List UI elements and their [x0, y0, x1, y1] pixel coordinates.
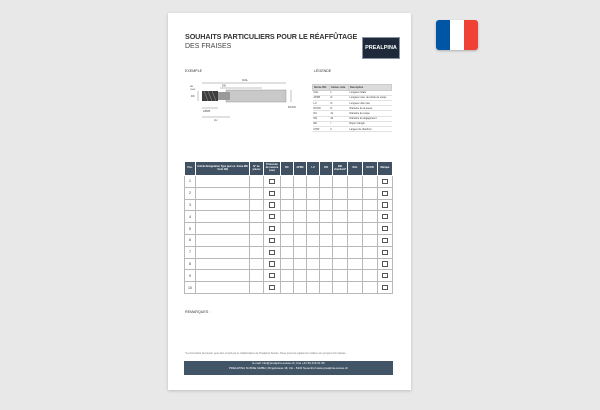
apmx-label: APMX	[203, 110, 211, 113]
protocol-checkbox[interactable]	[269, 214, 274, 219]
protocol-cell[interactable]	[264, 270, 281, 282]
input-cell[interactable]	[250, 258, 264, 270]
flag-red-stripe	[464, 20, 478, 50]
footnote: *Le formulaire de besoin peut être rempli par le collaborateur de Prealpina Suisse. Nous pouvons également utiliser vos propres formulaires.	[185, 352, 347, 355]
legend-old-code: d1	[329, 111, 348, 116]
mark-cell[interactable]	[378, 258, 393, 270]
input-cell[interactable]	[320, 282, 333, 294]
input-cell[interactable]	[294, 246, 307, 258]
table-row	[185, 199, 393, 211]
column-header: LU	[307, 162, 320, 176]
mark-checkbox[interactable]	[382, 202, 387, 207]
input-cell[interactable]	[294, 199, 307, 211]
page-subtitle: DES FRAISES	[185, 43, 232, 50]
legend-body	[313, 90, 392, 132]
mark-checkbox[interactable]	[382, 238, 387, 243]
protocol-cell[interactable]	[264, 223, 281, 235]
input-cell[interactable]	[363, 223, 378, 235]
input-cell[interactable]	[320, 187, 333, 199]
mark-checkbox[interactable]	[382, 226, 387, 231]
input-cell[interactable]	[307, 187, 320, 199]
input-cell[interactable]	[333, 211, 348, 223]
oal-label: OAL	[242, 78, 249, 82]
mark-cell[interactable]	[378, 176, 393, 188]
legend-old-code: d2	[329, 116, 348, 121]
cutter-shank	[226, 90, 286, 102]
table-row	[185, 246, 393, 258]
input-cell[interactable]	[333, 246, 348, 258]
mark-cell[interactable]	[378, 223, 393, 235]
footer-contact: E-mail: info@prealpina-suisse.ch, Fax +41 56 416 01 80	[252, 361, 325, 365]
input-cell[interactable]	[250, 199, 264, 211]
input-cell[interactable]	[348, 187, 363, 199]
chw-label: CHW	[190, 89, 196, 91]
legend-old-code: L	[329, 90, 348, 95]
input-cell[interactable]	[320, 176, 333, 188]
input-cell[interactable]	[294, 258, 307, 270]
legend-description: Diamètre de coupe	[349, 111, 392, 116]
input-cell[interactable]	[250, 223, 264, 235]
cutter-neck	[218, 92, 230, 100]
legend-iso-code: DC	[313, 111, 330, 116]
example-label: EXEMPLE	[185, 69, 202, 73]
position-cell: 8	[185, 258, 196, 270]
input-cell[interactable]	[320, 199, 333, 211]
legend-description: Rayon d'angle	[349, 121, 392, 126]
legend-iso-code: DCON	[313, 106, 330, 111]
flag-white-stripe	[450, 20, 464, 50]
legend-header-description: Description	[349, 85, 392, 91]
input-cell[interactable]	[250, 187, 264, 199]
input-cell[interactable]	[320, 270, 333, 282]
input-cell[interactable]	[333, 234, 348, 246]
table-header-row	[185, 162, 393, 176]
mark-cell[interactable]	[378, 211, 393, 223]
document-page	[168, 13, 411, 390]
table-row	[185, 270, 393, 282]
input-cell[interactable]	[250, 234, 264, 246]
input-cell[interactable]	[348, 211, 363, 223]
mark-cell[interactable]	[378, 234, 393, 246]
input-cell[interactable]	[281, 270, 294, 282]
protocol-checkbox[interactable]	[269, 179, 274, 184]
input-cell[interactable]	[333, 258, 348, 270]
legend-description: Longueur totale	[349, 90, 392, 95]
legend-label: LÉGENDE	[314, 69, 332, 73]
protocol-checkbox[interactable]	[269, 250, 274, 255]
input-cell[interactable]	[250, 211, 264, 223]
table-row	[185, 176, 393, 188]
column-header: DN	[320, 162, 333, 176]
mark-checkbox[interactable]	[382, 179, 387, 184]
protocol-cell[interactable]	[264, 282, 281, 294]
input-cell[interactable]	[363, 282, 378, 294]
table-body	[185, 176, 393, 294]
protocol-cell[interactable]	[264, 187, 281, 199]
legend-iso-code: CHW	[313, 126, 330, 131]
input-cell[interactable]	[333, 270, 348, 282]
input-cell[interactable]	[307, 282, 320, 294]
mark-cell[interactable]	[378, 246, 393, 258]
legend-iso-code: LU	[313, 100, 330, 105]
protocol-checkbox[interactable]	[269, 202, 274, 207]
table-row	[185, 187, 393, 199]
input-cell[interactable]	[307, 223, 320, 235]
column-header: APMX	[294, 162, 307, 176]
protocol-cell[interactable]	[264, 176, 281, 188]
legend-old-code: D	[329, 106, 348, 111]
footer-address: PREALPINA SUISSE GMBH | Ringstrasse 18, CH - 5432 Neuenhof www.prealpina-suisse.ch	[228, 365, 349, 370]
column-header: OAL	[348, 162, 363, 176]
input-cell[interactable]	[307, 199, 320, 211]
mark-cell[interactable]	[378, 187, 393, 199]
position-cell: 2	[185, 187, 196, 199]
table-row	[185, 211, 393, 223]
legend-header-iso: Norme ISO	[313, 85, 330, 91]
column-header: Marque	[378, 162, 393, 176]
mark-checkbox[interactable]	[382, 191, 387, 196]
input-cell[interactable]	[281, 234, 294, 246]
legend-description: Longueur max. de l'arête de coupe	[349, 95, 392, 100]
designation-cell[interactable]	[196, 246, 250, 258]
mark-checkbox[interactable]	[382, 250, 387, 255]
input-cell[interactable]	[333, 199, 348, 211]
input-cell[interactable]	[333, 223, 348, 235]
input-cell[interactable]	[250, 282, 264, 294]
column-header: DCON	[363, 162, 378, 176]
input-cell[interactable]	[294, 234, 307, 246]
input-cell[interactable]	[348, 176, 363, 188]
input-cell[interactable]	[348, 199, 363, 211]
position-cell: 10	[185, 282, 196, 294]
input-cell[interactable]	[281, 223, 294, 235]
input-cell[interactable]	[307, 234, 320, 246]
input-cell[interactable]	[281, 258, 294, 270]
input-cell[interactable]	[348, 246, 363, 258]
table-row	[185, 258, 393, 270]
input-cell[interactable]	[363, 234, 378, 246]
legend-description: Diamètre de la queue	[349, 106, 392, 111]
page-title: SOUHAITS PARTICULIERS POUR LE RÉAFFÛTAGE	[185, 32, 358, 41]
position-cell: 1	[185, 176, 196, 188]
input-cell[interactable]	[333, 176, 348, 188]
input-cell[interactable]	[250, 270, 264, 282]
column-header: DC	[281, 162, 294, 176]
table-row	[185, 234, 393, 246]
mark-cell[interactable]	[378, 199, 393, 211]
input-cell[interactable]	[281, 199, 294, 211]
input-cell[interactable]	[363, 187, 378, 199]
position-cell: 5	[185, 223, 196, 235]
input-cell[interactable]	[307, 270, 320, 282]
input-cell[interactable]	[320, 234, 333, 246]
mark-checkbox[interactable]	[382, 285, 387, 290]
designation-cell[interactable]	[196, 270, 250, 282]
designation-cell[interactable]	[196, 199, 250, 211]
legend-old-code: r	[329, 121, 348, 126]
input-cell[interactable]	[294, 187, 307, 199]
regrind-request-table	[184, 161, 393, 294]
input-cell[interactable]	[294, 223, 307, 235]
legend-iso-code: OAL	[313, 90, 330, 95]
protocol-cell[interactable]	[264, 246, 281, 258]
designation-cell[interactable]	[196, 223, 250, 235]
input-cell[interactable]	[333, 282, 348, 294]
input-cell[interactable]	[250, 176, 264, 188]
dc-label: DC	[191, 95, 195, 98]
table-row	[185, 282, 393, 294]
legend-description: Largeur du chanfrein	[349, 126, 392, 131]
input-cell[interactable]	[294, 270, 307, 282]
legend-table	[312, 84, 392, 132]
input-cell[interactable]	[307, 258, 320, 270]
lu-label: LU	[214, 119, 218, 122]
legend-iso-code: APMX	[313, 95, 330, 100]
column-header: RE/ chanfrein*	[333, 162, 348, 176]
protocol-cell[interactable]	[264, 234, 281, 246]
input-cell[interactable]	[363, 270, 378, 282]
french-flag-icon	[436, 20, 478, 50]
input-cell[interactable]	[320, 258, 333, 270]
input-cell[interactable]	[348, 258, 363, 270]
protocol-checkbox[interactable]	[269, 273, 274, 278]
input-cell[interactable]	[281, 187, 294, 199]
position-cell: 3	[185, 199, 196, 211]
input-cell[interactable]	[281, 211, 294, 223]
mark-cell[interactable]	[378, 270, 393, 282]
table-row	[185, 223, 393, 235]
designation-cell[interactable]	[196, 234, 250, 246]
remarks-label: REMARQUES :	[185, 310, 211, 314]
input-cell[interactable]	[281, 246, 294, 258]
protocol-cell[interactable]	[264, 199, 281, 211]
input-cell[interactable]	[307, 246, 320, 258]
position-cell: 4	[185, 211, 196, 223]
input-cell[interactable]	[250, 246, 264, 258]
footer-bar	[184, 361, 393, 375]
re-label: RE	[190, 86, 194, 88]
input-cell[interactable]	[281, 282, 294, 294]
cutter-diagram	[188, 75, 304, 147]
input-cell[interactable]	[363, 258, 378, 270]
designation-cell[interactable]	[196, 187, 250, 199]
input-cell[interactable]	[320, 211, 333, 223]
input-cell[interactable]	[294, 176, 307, 188]
position-cell: 9	[185, 270, 196, 282]
input-cell[interactable]	[348, 282, 363, 294]
column-header: Article Désignation Type (par ex. fraise MD / brut AR)	[196, 162, 250, 176]
protocol-checkbox[interactable]	[269, 191, 274, 196]
input-cell[interactable]	[320, 223, 333, 235]
mark-checkbox[interactable]	[382, 273, 387, 278]
input-cell[interactable]	[348, 223, 363, 235]
input-cell[interactable]	[333, 187, 348, 199]
mark-cell[interactable]	[378, 282, 393, 294]
designation-cell[interactable]	[196, 282, 250, 294]
column-header: Protocole de mesure (oui)	[264, 162, 281, 176]
mark-checkbox[interactable]	[382, 261, 387, 266]
input-cell[interactable]	[363, 246, 378, 258]
designation-cell[interactable]	[196, 211, 250, 223]
input-cell[interactable]	[320, 246, 333, 258]
protocol-checkbox[interactable]	[269, 238, 274, 243]
protocol-cell[interactable]	[264, 258, 281, 270]
mark-checkbox[interactable]	[382, 214, 387, 219]
input-cell[interactable]	[348, 270, 363, 282]
logo-text: PREALPINA	[365, 45, 397, 51]
designation-cell[interactable]	[196, 176, 250, 188]
flag-blue-stripe	[436, 20, 450, 50]
legend-row	[313, 126, 392, 131]
input-cell[interactable]	[363, 211, 378, 223]
designation-cell[interactable]	[196, 258, 250, 270]
brand-logo	[362, 37, 400, 59]
legend-iso-code: RE	[313, 121, 330, 126]
column-header: N° de pièces	[250, 162, 264, 176]
legend-old-code: l2	[329, 95, 348, 100]
legend-description: Longueur utile max.	[349, 100, 392, 105]
input-cell[interactable]	[363, 199, 378, 211]
protocol-checkbox[interactable]	[269, 285, 274, 290]
dn-label: DN	[222, 84, 226, 88]
protocol-cell[interactable]	[264, 211, 281, 223]
input-cell[interactable]	[363, 176, 378, 188]
legend-iso-code: DN	[313, 116, 330, 121]
input-cell[interactable]	[307, 211, 320, 223]
input-cell[interactable]	[294, 282, 307, 294]
protocol-checkbox[interactable]	[269, 226, 274, 231]
legend-header-old-code: Ancien code	[329, 85, 348, 91]
input-cell[interactable]	[294, 211, 307, 223]
legend-old-code: l3	[329, 100, 348, 105]
position-cell: 6	[185, 234, 196, 246]
position-cell: 7	[185, 246, 196, 258]
protocol-checkbox[interactable]	[269, 261, 274, 266]
input-cell[interactable]	[281, 176, 294, 188]
legend-old-code: b	[329, 126, 348, 131]
input-cell[interactable]	[307, 176, 320, 188]
input-cell[interactable]	[348, 234, 363, 246]
column-header: Pos.	[185, 162, 196, 176]
dcon-label: DCON	[288, 106, 296, 109]
legend-description: Diamètre du dégagement	[349, 116, 392, 121]
